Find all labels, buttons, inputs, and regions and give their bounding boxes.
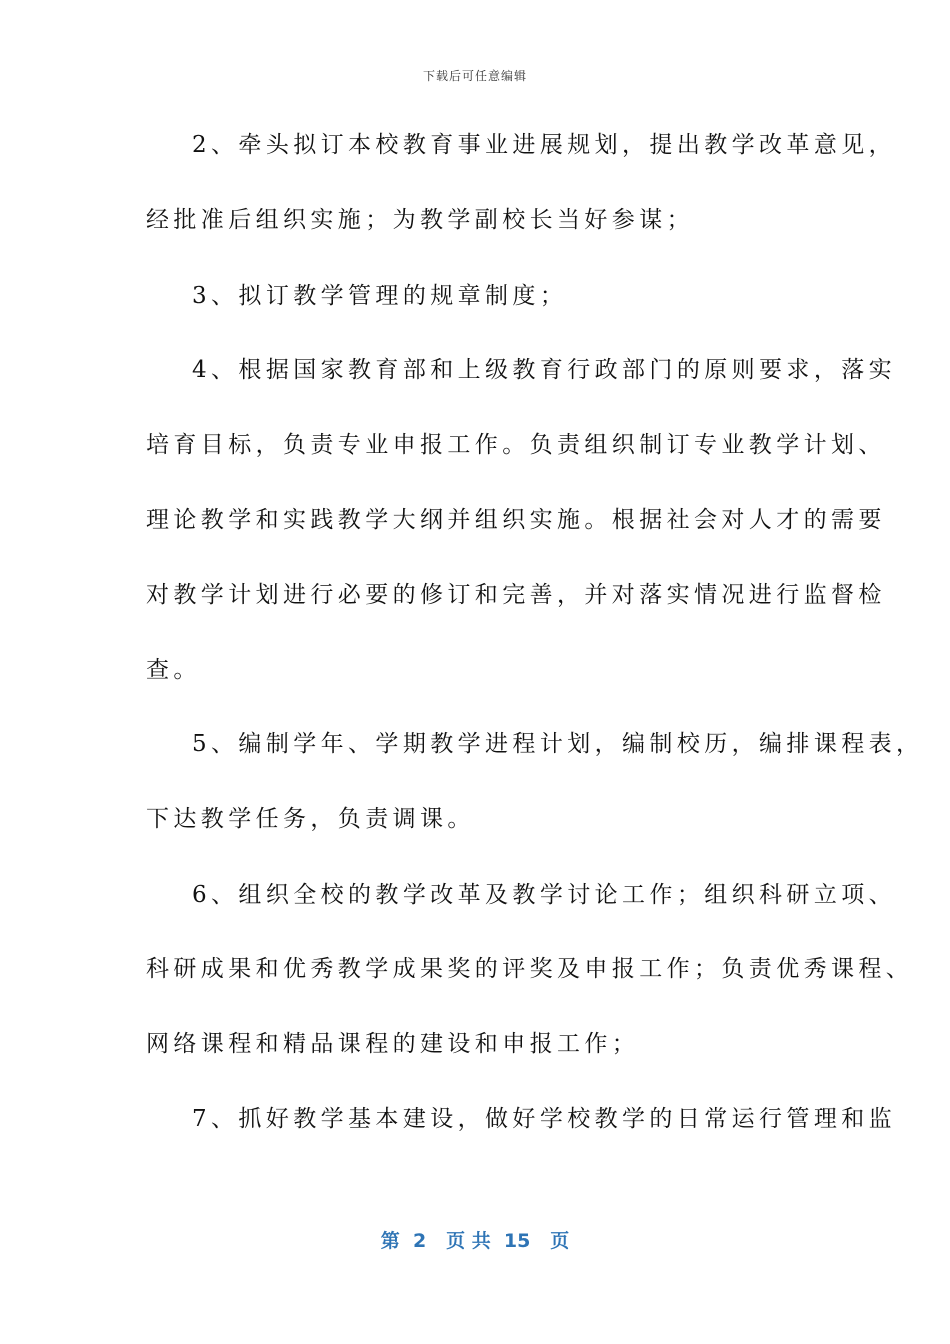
text-line: 经批准后组织实施；为教学副校长当好参谋；	[146, 207, 694, 233]
text-line: 查。	[146, 657, 201, 683]
text-line: 对教学计划进行必要的修订和完善，并对落实情况进行监督检	[146, 582, 886, 608]
text-line: 2、牵头拟订本校教育事业进展规划，提出教学改革意见，	[192, 132, 897, 158]
text-line: 5、编制学年、学期教学进程计划，编制校历，编排课程表，	[192, 731, 924, 757]
text-line: 网络课程和精品课程的建设和申报工作；	[146, 1031, 640, 1057]
text-line: 3、拟订教学管理的规章制度；	[192, 283, 568, 309]
page-number-footer: 第 2 页 共 15 页	[380, 1230, 570, 1252]
text-line: 培育目标，负责专业申报工作。负责组织制订专业教学计划、	[146, 432, 886, 458]
text-line: 6、组织全校的教学改革及教学讨论工作；组织科研立项、	[192, 882, 897, 908]
text-line: 理论教学和实践教学大纲并组织实施。根据社会对人才的需要	[146, 507, 886, 533]
text-line: 4、根据国家教育部和上级教育行政部门的原则要求，落实	[192, 357, 897, 383]
text-line: 科研成果和优秀教学成果奖的评奖及申报工作；负责优秀课程、	[146, 956, 914, 982]
text-line: 下达教学任务，负责调课。	[146, 806, 475, 832]
header-note: 下载后可任意编辑	[422, 69, 527, 83]
text-line: 7、抓好教学基本建设，做好学校教学的日常运行管理和监	[192, 1106, 897, 1132]
